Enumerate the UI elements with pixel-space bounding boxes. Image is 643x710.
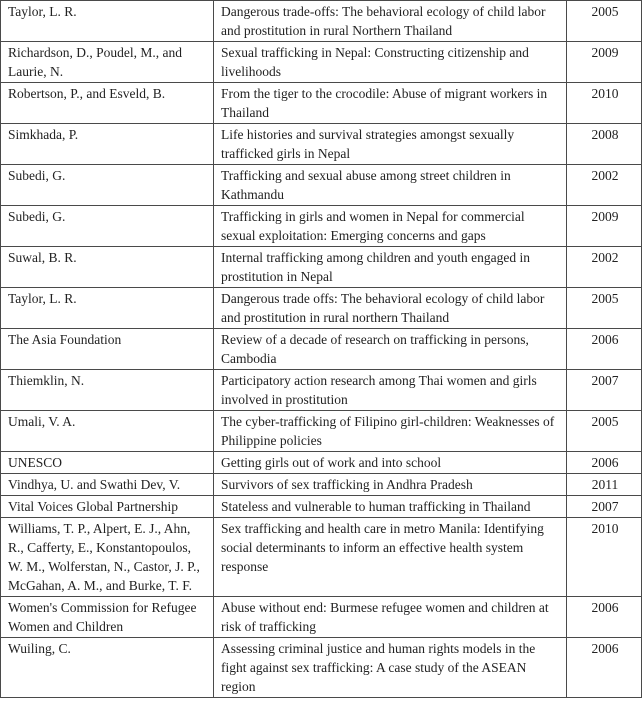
year-cell: 2005	[567, 288, 642, 329]
title-cell: Assessing criminal justice and human rights models in the fight against sex trafficking: A case study of the ASEAN region	[214, 638, 567, 698]
title-cell: Participatory action research among Thai women and girls involved in prostitution	[214, 370, 567, 411]
table-row	[1, 1, 642, 42]
author-cell: Suwal, B. R.	[1, 247, 214, 288]
title-cell: From the tiger to the crocodile: Abuse of migrant workers in Thailand	[214, 83, 567, 124]
table-row	[1, 247, 642, 288]
title-cell: Survivors of sex trafficking in Andhra Pradesh	[214, 474, 567, 496]
title-cell: Internal trafficking among children and youth engaged in prostitution in Nepal	[214, 247, 567, 288]
title-cell: Trafficking in girls and women in Nepal for commercial sexual exploitation: Emerging concerns and gaps	[214, 206, 567, 247]
author-cell: Taylor, L. R.	[1, 1, 214, 42]
table-row	[1, 370, 642, 411]
table-row	[1, 83, 642, 124]
author-cell: Simkhada, P.	[1, 124, 214, 165]
title-cell: Life histories and survival strategies amongst sexually trafficked girls in Nepal	[214, 124, 567, 165]
author-cell: The Asia Foundation	[1, 329, 214, 370]
year-cell: 2007	[567, 370, 642, 411]
year-cell: 2006	[567, 638, 642, 698]
title-cell: Review of a decade of research on trafficking in persons, Cambodia	[214, 329, 567, 370]
author-cell: Vital Voices Global Partnership	[1, 496, 214, 518]
references-table-body	[1, 1, 642, 698]
table-row	[1, 206, 642, 247]
author-cell: Williams, T. P., Alpert, E. J., Ahn, R., Cafferty, E., Konstantopoulos, W. M., Wolferstan, N., Castor, J. P., McGahan, A. M., and Burke, T. F.	[1, 518, 214, 597]
table-row	[1, 42, 642, 83]
title-cell: Abuse without end: Burmese refugee women and children at risk of trafficking	[214, 597, 567, 638]
table-row	[1, 329, 642, 370]
year-cell: 2011	[567, 474, 642, 496]
year-cell: 2002	[567, 165, 642, 206]
author-cell: Subedi, G.	[1, 206, 214, 247]
table-row	[1, 518, 642, 597]
year-cell: 2007	[567, 496, 642, 518]
author-cell: Subedi, G.	[1, 165, 214, 206]
author-cell: Richardson, D., Poudel, M., and Laurie, N.	[1, 42, 214, 83]
title-cell: Trafficking and sexual abuse among street children in Kathmandu	[214, 165, 567, 206]
table-row	[1, 597, 642, 638]
table-row	[1, 165, 642, 206]
year-cell: 2005	[567, 411, 642, 452]
table-row	[1, 452, 642, 474]
table-row	[1, 638, 642, 698]
title-cell: Sex trafficking and health care in metro Manila: Identifying social determinants to inform an effective health system response	[214, 518, 567, 597]
title-cell: The cyber-trafficking of Filipino girl-children: Weaknesses of Philippine policies	[214, 411, 567, 452]
table-row	[1, 474, 642, 496]
title-cell: Sexual trafficking in Nepal: Constructing citizenship and livelihoods	[214, 42, 567, 83]
author-cell: Wuiling, C.	[1, 638, 214, 698]
year-cell: 2006	[567, 597, 642, 638]
title-cell: Stateless and vulnerable to human trafficking in Thailand	[214, 496, 567, 518]
year-cell: 2009	[567, 42, 642, 83]
year-cell: 2008	[567, 124, 642, 165]
author-cell: Thiemklin, N.	[1, 370, 214, 411]
title-cell: Dangerous trade-offs: The behavioral ecology of child labor and prostitution in rural Northern Thailand	[214, 1, 567, 42]
author-cell: Umali, V. A.	[1, 411, 214, 452]
title-cell: Dangerous trade offs: The behavioral ecology of child labor and prostitution in rural northern Thailand	[214, 288, 567, 329]
author-cell: Taylor, L. R.	[1, 288, 214, 329]
table-row	[1, 288, 642, 329]
author-cell: UNESCO	[1, 452, 214, 474]
year-cell: 2006	[567, 329, 642, 370]
table-row	[1, 411, 642, 452]
table-row	[1, 124, 642, 165]
year-cell: 2010	[567, 518, 642, 597]
author-cell: Vindhya, U. and Swathi Dev, V.	[1, 474, 214, 496]
year-cell: 2002	[567, 247, 642, 288]
year-cell: 2005	[567, 1, 642, 42]
author-cell: Robertson, P., and Esveld, B.	[1, 83, 214, 124]
author-cell: Women's Commission for Refugee Women and Children	[1, 597, 214, 638]
title-cell: Getting girls out of work and into school	[214, 452, 567, 474]
year-cell: 2006	[567, 452, 642, 474]
year-cell: 2010	[567, 83, 642, 124]
year-cell: 2009	[567, 206, 642, 247]
table-row	[1, 496, 642, 518]
